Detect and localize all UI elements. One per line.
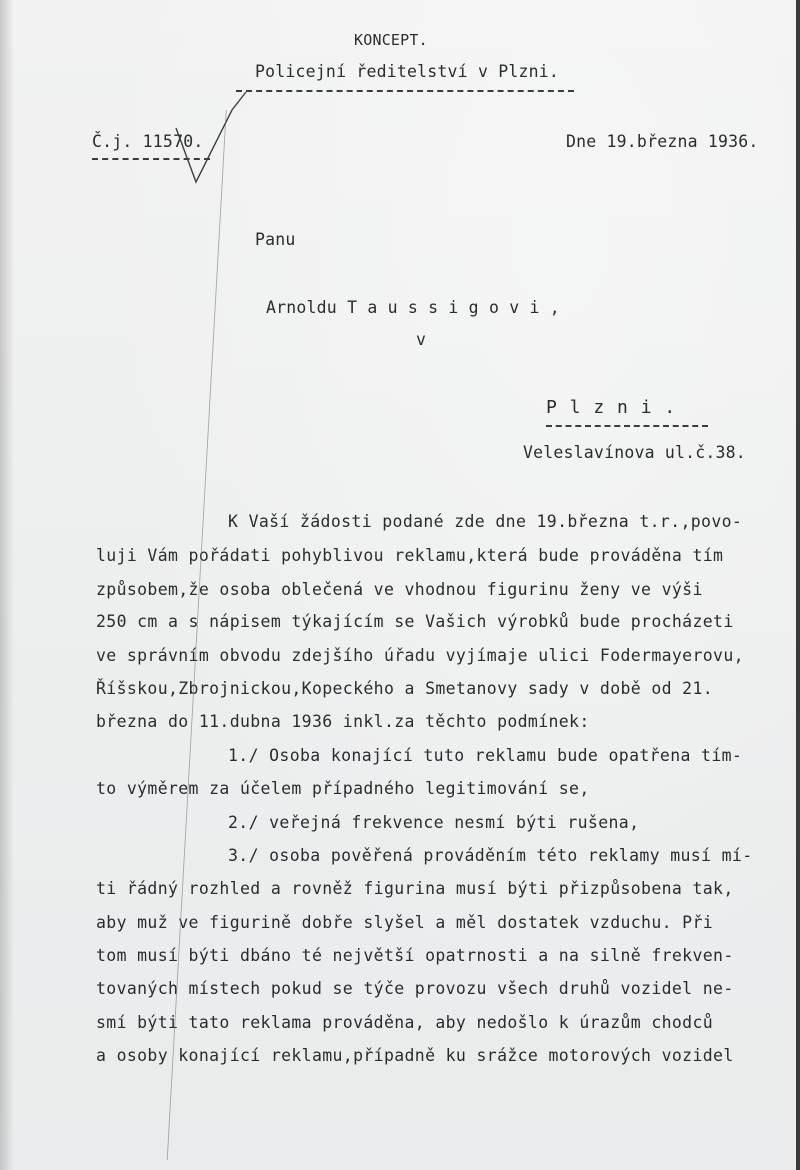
addressee-city: P l z n i . (546, 397, 677, 418)
body-line: 1./ Osoba konající tuto reklamu bude opatřena tím- (228, 746, 743, 765)
scan-shadow-left (0, 0, 14, 1170)
body-line: způsobem,že osoba oblečená ve vhodnou figurinu ženy ve výši (96, 580, 703, 599)
body-line: aby muž ve figurině dobře slyšel a měl dostatek vzduchu. Při (96, 913, 714, 932)
koncept-label: KONCEPT. (354, 31, 428, 49)
addressee-street: Veleslavínova ul.č.38. (523, 443, 746, 462)
body-line: 250 cm a s nápisem týkajícím se Vašich výrobků bude procházeti (96, 612, 734, 631)
office-heading: Policejní ředitelství v Plzni. (255, 62, 560, 81)
city-underline (546, 425, 708, 427)
addressee-name: Arnoldu T a u s s i g o v i , (266, 298, 560, 317)
reference-underline (92, 158, 210, 160)
body-line: K Vaší žádosti podané zde dne 19.března t.r.,povo- (228, 512, 743, 531)
office-underline (236, 90, 574, 92)
body-line: března do 11.dubna 1936 inkl.za těchto podmínek: (96, 712, 590, 731)
body-line: luji Vám pořádati pohyblivou reklamu,která bude prováděna tím (96, 546, 724, 565)
body-line: a osoby konající reklamu,případně ku srážce motorových vozidel (96, 1046, 734, 1065)
body-line: smí býti tato reklama prováděna, aby nedošlo k úrazům chodců (96, 1013, 714, 1032)
scan-edge-right (796, 0, 800, 1170)
body-line: Říšskou,Zbrojnickou,Kopeckého a Smetanovy sady v době od 21. (96, 679, 714, 698)
body-line: ve správním obvodu zdejšího úřadu vyjímaje ulici Fodermayerovu, (96, 646, 744, 665)
salutation: Panu (255, 230, 296, 249)
body-line: ti řádný rozhled a rovněž figurina musí býti přizpůsobena tak, (96, 879, 734, 898)
addressee-preposition: v (416, 330, 427, 349)
body-line: to výměrem za účelem případného legitimování se, (96, 779, 590, 798)
body-line: tovaných místech pokud se týče provozu všech druhů vozidel ne- (96, 979, 734, 998)
body-line: 2./ veřejná frekvence nesmí býti rušena, (228, 813, 640, 832)
body-line: tom musí býti dbáno té největší opatrnosti a na silně frekven- (96, 946, 734, 965)
date-line: Dne 19.března 1936. (566, 132, 759, 151)
body-line: 3./ osoba pověřená prováděním této reklamy musí mí- (228, 846, 753, 865)
reference-number: Č.j. 11570. (92, 132, 204, 151)
